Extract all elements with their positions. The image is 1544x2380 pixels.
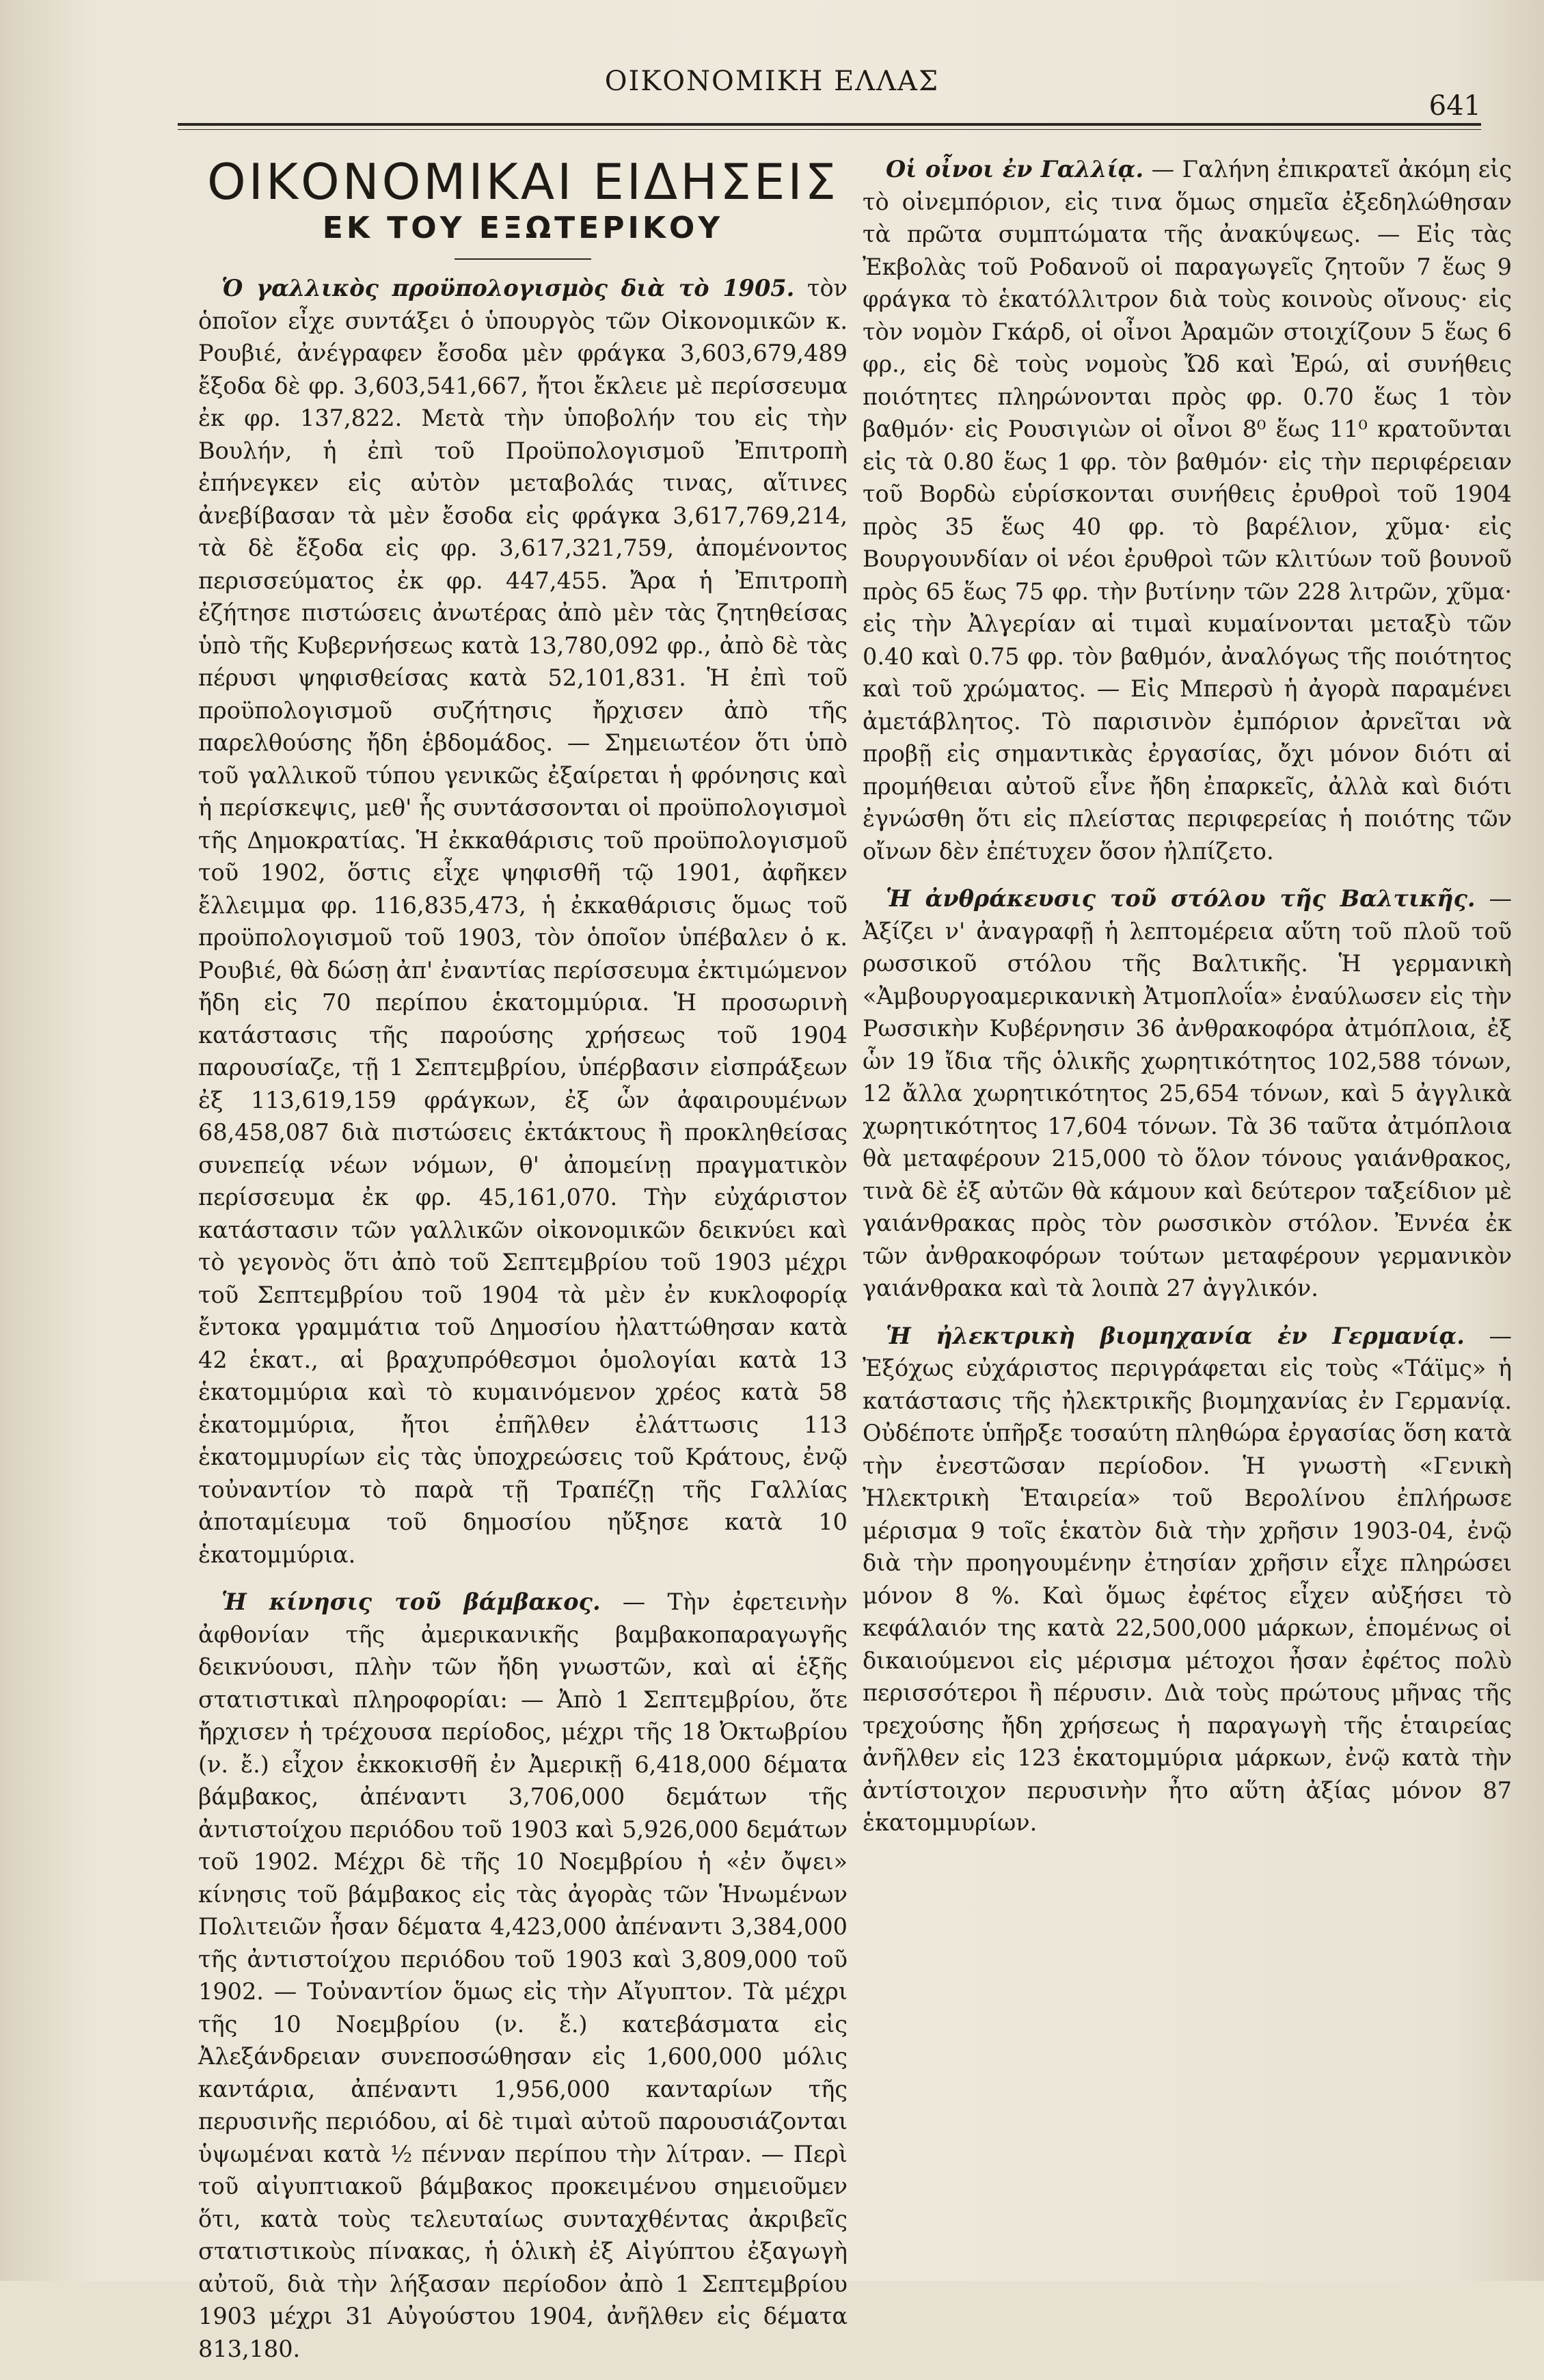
article-cotton [198, 1586, 848, 2365]
article-wines [863, 153, 1512, 867]
article-budget [198, 272, 848, 1571]
article-heading: Ἡ κίνησις τοῦ βάμβακος. [221, 1588, 601, 1615]
article-text: τὸν ὁποῖον εἶχε συντάξει ὁ ὑπουργὸς τῶν Οἰκονομικῶν κ. Ρουβιέ, ἀνέγραφεν ἔσοδα μὲν φράγκα 3,603,679,489 ἔξοδα δὲ φρ. 3,603,541,667, ἤτοι ἔκλειε μὲ περίσσευμα ἐκ φρ. 137,822. Μετὰ τὴν ὑποβολήν του εἰς τὴν Βουλήν, ἡ ἐπὶ τοῦ Προϋπολογισμοῦ Ἐπιτροπὴ ἐπήνεγκεν εἰς αὐτὸν μεταβολάς τινας, αἵτινες ἀνεβίβασαν τὰ μὲν ἔσοδα εἰς φράγκα 3,617,769,214, τὰ δὲ ἔξοδα εἰς φρ. 3,617,321,759, ἀπομένοντος περισσεύματος ἐκ φρ. 447,455. Ἄρα ἡ Ἐπιτροπὴ ἐζήτησε πιστώσεις ἀνωτέρας ἀπὸ μὲν τὰς ζητηθείσας ὑπὸ τῆς Κυβερνήσεως κατὰ 13,780,092 φρ., ἀπὸ δὲ τὰς πέρυσι ψηφισθείσας κατὰ 52,101,831. Ἡ ἐπὶ τοῦ προϋπολογισμοῦ συζήτησις ἤρχισεν ἀπὸ τῆς παρελθούσης ἤδη ἑβδομάδος. — Σημειωτέον ὅτι ὑπὸ τοῦ γαλλικοῦ τύπου γενικῶς ἐξαίρεται ἡ φρόνησις καὶ ἡ περίσκεψις, μεθ' ἧς συντάσσονται οἱ προϋπολογισμοὶ τῆς Δημοκρατίας. Ἡ ἐκκαθάρισις τοῦ προϋπολογισμοῦ τοῦ 1902, ὅστις εἶχε ψηφισθῆ τῷ 1901, ἀφῆκεν ἔλλειμμα φρ. 116,835,473, ἡ ἐκκαθάρισις ὅμως τοῦ προϋπολογισμοῦ τοῦ 1903, τὸν ὁποῖον ὑπέβαλεν ὁ κ. Ρουβιέ, θὰ δώσῃ ἀπ' ἐναντίας περίσσευμα ἐκτιμώμενον ἤδη εἰς 70 περίπου ἑκατομμύρια. Ἡ προσωρινὴ κατάστασις τῆς παρούσης χρήσεως τοῦ 1904 παρουσίαζε, τῇ 1 Σεπτεμβρίου, ὑπέρβασιν εἰσπράξεων ἐξ 113,619,159 φράγκων, ἐξ ὧν ἀφαιρουμένων 68,458,087 διὰ πιστώσεις ἐκτάκτους ἢ προκληθείσας συνεπείᾳ νέων νόμων, θ' ἀπομείνῃ πραγματικὸν περίσσευμα ἐκ φρ. 45,161,070. Τὴν εὐχάριστον κατάστασιν τῶν γαλλικῶν οἰκονομικῶν δεικνύει καὶ τὸ γεγονὸς ὅτι ἀπὸ τοῦ Σεπτεμβρίου τοῦ 1903 μέχρι τοῦ Σεπτεμβρίου τοῦ 1904 τὰ μὲν ἐν κυκλοφορίᾳ ἔντοκα γραμμάτια τοῦ Δημοσίου ἠλαττώθησαν κατὰ 42 ἑκατ., αἱ βραχυπρόθεσμοι ὁμολογίαι κατὰ 13 ἑκατομμύρια καὶ τὸ κυμαινόμενον χρέος κατὰ 58 ἑκατομμύρια, ἤτοι ἐπῆλθεν ἐλάττωσις 113 ἑκατομμυρίων εἰς τὰς ὑποχρεώσεις τοῦ Κράτους, ἐνῷ τοὐναντίον τὸ παρὰ τῇ Τραπέζῃ τῆς Γαλλίας ἀποταμίευμα τοῦ δημοσίου ηὔξησε κατὰ 10 ἑκατομμύρια. [198, 275, 848, 1568]
right-column [863, 153, 1512, 1854]
article-heading: Οἱ οἶνοι ἐν Γαλλίᾳ. [886, 156, 1144, 182]
article-baltic-fleet [863, 882, 1512, 1305]
article-text: — Ἐξόχως εὐχάριστος περιγράφεται εἰς τοὺς «Τάϊμς» ἡ κατάστασις τῆς ἠλεκτρικῆς βιομηχανίας ἐν Γερμανίᾳ. Οὐδέποτε ὑπῆρξε τοσαύτη πληθώρα ἐργασίας ὅση κατὰ τὴν ἐνεστῶσαν περίοδον. Ἡ γνωστὴ «Γενικὴ Ἠλεκτρικὴ Ἑταιρεία» τοῦ Βερολίνου ἐπλήρωσε μέρισμα 9 τοῖς ἑκατὸν διὰ τὴν χρῆσιν 1903-04, ἐνῷ διὰ τὴν προηγουμένην ἐτησίαν χρῆσιν εἶχε πληρώσει μόνον 8 %. Καὶ ὅμως ἐφέτος εἶχεν αὐξήσει τὸ κεφάλαιόν της κατὰ 22,500,000 μάρκων, ἑπομένως οἱ δικαιούμενοι εἰς μέρισμα μέτοχοι ἦσαν ἐφέτος πολὺ περισσότεροι ἢ πέρυσιν. Διὰ τοὺς πρώτους μῆνας τῆς τρεχούσης ἤδη χρήσεως ἡ παραγωγὴ τῆς ἑταιρείας ἀνῆλθεν εἰς 123 ἑκατομμύρια μάρκων, ἐνῷ κατὰ τὴν ἀντίστοιχον περυσινὴν ἦτο αὕτη ἀξίας μόνον 87 ἑκατομμυρίων. [863, 1322, 1512, 1836]
article-text: — Ἀξίζει ν' ἀναγραφῇ ἡ λεπτομέρεια αὕτη τοῦ πλοῦ τοῦ ρωσσικοῦ στόλου τῆς Βαλτικῆς. Ἡ γερμανικὴ «Ἀμβουργοαμερικανικὴ Ἀτμοπλοΐα» ἐναύλωσεν εἰς τὴν Ρωσσικὴν Κυβέρνησιν 36 ἀνθρακοφόρα ἀτμόπλοια, ἐξ ὧν 19 ἴδια τῆς ὁλικῆς χωρητικότητος 102,588 τόνων, 12 ἄλλα χωρητικότητος 25,654 τόνων, καὶ 5 ἀγγλικὰ χωρητικότητος 17,604 τόνων. Τὰ 36 ταῦτα ἀτμόπλοια θὰ μεταφέρουν 215,000 τὸ ὅλον τόνους γαιάνθρακος, τινὰ δὲ ἐξ αὐτῶν θὰ κάμουν καὶ δεύτερον ταξείδιον μὲ γαιάνθρακας πρὸς τὸν ρωσσικὸν στόλον. Ἐννέα ἐκ τῶν ἀνθρακοφόρων τούτων μεταφέρουν γερμανικὸν γαιάνθρακα καὶ τὰ λοιπὰ 27 ἀγγλικόν. [863, 885, 1512, 1301]
section-divider [455, 258, 591, 260]
article-text: — Τὴν ἐφετεινὴν ἀφθονίαν τῆς ἀμερικανικῆς βαμβακοπαραγωγῆς δεικνύουσι, πλὴν τῶν ἤδη γνωστῶν, καὶ αἱ ἑξῆς στατιστικαὶ πληροφορίαι: — Ἀπὸ 1 Σεπτεμβρίου, ὅτε ἤρχισεν ἡ τρέχουσα περίοδος, μέχρι τῆς 18 Ὀκτωβρίου (ν. ἔ.) εἶχον ἐκκοκισθῆ ἐν Ἀμερικῇ 6,418,000 δέματα βάμβακος, ἀπέναντι 3,706,000 δεμάτων τῆς ἀντιστοίχου περιόδου τοῦ 1903 καὶ 5,926,000 δεμάτων τοῦ 1902. Μέχρι δὲ τῆς 10 Νοεμβρίου ἡ «ἐν ὄψει» κίνησις τοῦ βάμβακος εἰς τὰς ἀγορὰς τῶν Ἡνωμένων Πολιτειῶν ἦσαν δέματα 4,423,000 ἀπέναντι 3,384,000 τῆς ἀντιστοίχου περιόδου τοῦ 1903 καὶ 3,809,000 τοῦ 1902. — Τοὐναντίον ὅμως εἰς τὴν Αἴγυπτον. Τὰ μέχρι τῆς 10 Νοεμβρίου (ν. ἔ.) κατεβάσματα εἰς Ἀλεξάνδρειαν συνεποσώθησαν εἰς 1,600,000 μόλις καντάρια, ἀπέναντι 1,956,000 κανταρίων τῆς περυσινῆς περιόδου, αἱ δὲ τιμαὶ αὐτοῦ παρουσιάζονται ὑψωμέναι κατὰ ½ πένναν περίπου τὴν λίτραν. — Περὶ τοῦ αἰγυπτιακοῦ βάμβακος προκειμένου σημειοῦμεν ὅτι, κατὰ τοὺς τελευταίως συνταχθέντας ἀκριβεῖς στατιστικοὺς πίνακας, ἡ ὁλικὴ ἐξ Αἰγύπτου ἐξαγωγὴ αὐτοῦ, διὰ τὴν λήξασαν περίοδον ἀπὸ 1 Σεπτεμβρίου 1903 μέχρι 31 Αὐγούστου 1904, ἀνῆλθεν εἰς δέματα 813,180. [198, 1588, 848, 2362]
article-heading: Ὁ γαλλικὸς προϋπολογισμὸς διὰ τὸ 1905. [221, 275, 795, 301]
section-subtitle: ΕΚ ΤΟΥ ΕΞΩΤΕΡΙΚΟΥ [322, 211, 724, 245]
section-title: ΟΙΚΟΝΟΜΙΚΑΙ ΕΙΔΗΣΕΙΣ [206, 153, 839, 211]
article-heading: Ἡ ἠλεκτρικὴ βιομηχανία ἐν Γερμανίᾳ. [886, 1322, 1465, 1349]
header-rule [178, 123, 1481, 130]
article-electrical-industry [863, 1320, 1512, 1839]
left-column [198, 144, 848, 2380]
article-text: — Γαλήνη ἐπικρατεῖ ἀκόμη εἰς τὸ οἰνεμπόριον, εἰς τινα ὅμως σημεῖα ἐξεδηλώθησαν τὰ πρῶτα συμπτώματα τῆς ἀνακύψεως. — Εἰς τὰς Ἐκβολὰς τοῦ Ροδανοῦ οἱ παραγωγεῖς ζητοῦν 7 ἕως 9 φράγκα τὸ ἑκατόλλιτρον διὰ τοὺς κοινοὺς οἴνους· εἰς τὸν νομὸν Γκάρδ, οἱ οἶνοι Ἀραμῶν στοιχίζουν 5 ἕως 6 φρ., εἰς δὲ τοὺς νομοὺς Ὤδ καὶ Ἐρώ, αἱ συνήθεις ποιότητες πληρώνονται πρὸς φρ. 0.70 ἕως 1 τὸν βαθμόν· εἰς Ρουσιγιὼν οἱ οἶνοι 8⁰ ἕως 11⁰ κρατοῦνται εἰς τὰ 0.80 ἕως 1 φρ. τὸν βαθμόν· εἰς τὴν περιφέρειαν τοῦ Βορδὼ εὑρίσκονται συνήθεις ἐρυθροὶ τοῦ 1904 πρὸς 35 ἕως 40 φρ. τὸ βαρέλιον, χῦμα· εἰς Βουργουνδίαν οἱ νέοι ἐρυθροὶ τῶν κλιτύων τοῦ βουνοῦ πρὸς 65 ἕως 75 φρ. τὴν βυτίνην τῶν 228 λιτρῶν, χῦμα· εἰς τὴν Ἀλγερίαν αἱ τιμαὶ κυμαίνονται μεταξὺ τῶν 0.40 καὶ 0.75 φρ. τὸν βαθμόν, ἀναλόγως τῆς ποιότητος καὶ τοῦ χρώματος. — Εἰς Μπερσὺ ἡ ἀγορὰ παραμένει ἀμετάβλητος. Τὸ παρισινὸν ἐμπόριον ἀρνεῖται νὰ προβῇ εἰς σημαντικὰς ἐργασίας, ὄχι μόνον διότι αἱ προμήθειαι αὐτοῦ εἶνε ἤδη ἐπαρκεῖς, ἀλλὰ καὶ διότι ἐγνώσθη ὅτι εἰς πλείστας περιφερείας ἡ ποιότης τῶν οἴνων δὲν ἐπέτυχεν ὅσον ἠλπίζετο. [863, 156, 1512, 865]
article-heading: Ἡ ἀνθράκευσις τοῦ στόλου τῆς Βαλτικῆς. [886, 885, 1476, 912]
page-number: 641 [1428, 90, 1481, 122]
running-title: ΟΙΚΟΝΟΜΙΚΗ ΕΛΛΑΣ [604, 66, 940, 97]
